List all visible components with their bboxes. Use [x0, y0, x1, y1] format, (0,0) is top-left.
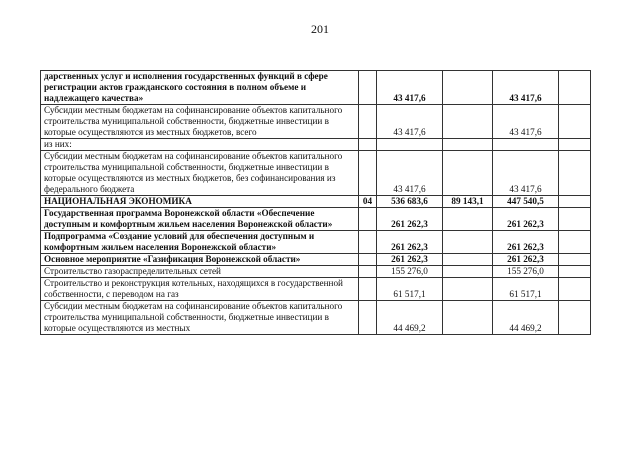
- row-code-cell: [359, 301, 377, 335]
- row-amount-regional-cell: 43 417,6: [493, 71, 559, 105]
- row-amount-total-cell: 43 417,6: [377, 71, 443, 105]
- row-name-cell: Субсидии местным бюджетам на софинансирование объектов капитального строительства муниципальной собственности, бюджетные инвестиции в которые осуществляются из местных бюджетов, всего: [41, 105, 359, 139]
- budget-table: [40, 70, 591, 335]
- row-name-cell: Строительство газораспределительных сетей: [41, 266, 359, 278]
- row-code-cell: [359, 139, 377, 151]
- row-amount-federal-cell: [443, 301, 493, 335]
- table-body: [41, 71, 591, 335]
- row-amount-regional-cell: 61 517,1: [493, 278, 559, 301]
- row-name-cell: из них:: [41, 139, 359, 151]
- row-code-cell: [359, 208, 377, 231]
- row-amount-regional-cell: 155 276,0: [493, 266, 559, 278]
- row-amount-total-cell: 155 276,0: [377, 266, 443, 278]
- row-amount-total-cell: 536 683,6: [377, 196, 443, 208]
- row-amount-total-cell: 43 417,6: [377, 105, 443, 139]
- row-name-cell: Строительство и реконструкция котельных, находящихся в государственной собственности, с переводом на газ: [41, 278, 359, 301]
- row-extra-cell: [559, 254, 591, 266]
- table-row: [41, 254, 591, 266]
- table-row: [41, 231, 591, 254]
- row-amount-total-cell: 261 262,3: [377, 254, 443, 266]
- row-code-cell: [359, 71, 377, 105]
- row-amount-regional-cell: 261 262,3: [493, 254, 559, 266]
- row-code-cell: [359, 278, 377, 301]
- table-row: [41, 266, 591, 278]
- row-extra-cell: [559, 71, 591, 105]
- row-extra-cell: [559, 151, 591, 196]
- row-name-cell: Подпрограмма «Создание условий для обеспечения доступным и комфортным жильем населения Воронежской области»: [41, 231, 359, 254]
- row-extra-cell: [559, 301, 591, 335]
- row-extra-cell: [559, 231, 591, 254]
- row-code-cell: 04: [359, 196, 377, 208]
- row-name-cell: НАЦИОНАЛЬНАЯ ЭКОНОМИКА: [41, 196, 359, 208]
- row-name-cell: дарственных услуг и исполнения государственных функций в сфере регистрации актов гражданского состояния в полном объеме и надлежащего качества»: [41, 71, 359, 105]
- row-amount-federal-cell: [443, 208, 493, 231]
- row-amount-regional-cell: 261 262,3: [493, 231, 559, 254]
- table-row: [41, 139, 591, 151]
- row-extra-cell: [559, 278, 591, 301]
- row-extra-cell: [559, 139, 591, 151]
- row-extra-cell: [559, 208, 591, 231]
- row-amount-federal-cell: [443, 71, 493, 105]
- table-row: [41, 301, 591, 335]
- row-code-cell: [359, 105, 377, 139]
- row-amount-regional-cell: 261 262,3: [493, 208, 559, 231]
- row-extra-cell: [559, 266, 591, 278]
- row-amount-total-cell: 261 262,3: [377, 231, 443, 254]
- row-extra-cell: [559, 196, 591, 208]
- row-amount-federal-cell: 89 143,1: [443, 196, 493, 208]
- row-amount-federal-cell: [443, 105, 493, 139]
- row-name-cell: Основное мероприятие «Газификация Воронежской области»: [41, 254, 359, 266]
- row-amount-regional-cell: [493, 139, 559, 151]
- row-amount-regional-cell: 43 417,6: [493, 151, 559, 196]
- row-amount-regional-cell: 43 417,6: [493, 105, 559, 139]
- table-row: [41, 151, 591, 196]
- row-name-cell: Государственная программа Воронежской области «Обеспечение доступным и комфортным жильем населения Воронежской области»: [41, 208, 359, 231]
- row-extra-cell: [559, 105, 591, 139]
- row-amount-federal-cell: [443, 151, 493, 196]
- row-amount-total-cell: 43 417,6: [377, 151, 443, 196]
- table-row: [41, 71, 591, 105]
- row-amount-total-cell: 261 262,3: [377, 208, 443, 231]
- row-name-cell: Субсидии местным бюджетам на софинансирование объектов капитального строительства муниципальной собственности, бюджетные инвестиции в которые осуществляются из местных: [41, 301, 359, 335]
- row-amount-total-cell: 61 517,1: [377, 278, 443, 301]
- row-code-cell: [359, 254, 377, 266]
- row-amount-federal-cell: [443, 231, 493, 254]
- row-amount-federal-cell: [443, 278, 493, 301]
- row-code-cell: [359, 231, 377, 254]
- row-name-cell: Субсидии местным бюджетам на софинансирование объектов капитального строительства муниципальной собственности, бюджетные инвестиции в которые осуществляются из местных бюджетов, без софинансирования из федерального бюджета: [41, 151, 359, 196]
- row-amount-regional-cell: 44 469,2: [493, 301, 559, 335]
- row-code-cell: [359, 151, 377, 196]
- table-row: [41, 105, 591, 139]
- table-row: [41, 278, 591, 301]
- page-number: 201: [311, 22, 329, 36]
- row-amount-total-cell: 44 469,2: [377, 301, 443, 335]
- row-amount-federal-cell: [443, 254, 493, 266]
- row-amount-regional-cell: 447 540,5: [493, 196, 559, 208]
- row-code-cell: [359, 266, 377, 278]
- table-row: [41, 208, 591, 231]
- table-row: [41, 196, 591, 208]
- row-amount-federal-cell: [443, 139, 493, 151]
- row-amount-total-cell: [377, 139, 443, 151]
- row-amount-federal-cell: [443, 266, 493, 278]
